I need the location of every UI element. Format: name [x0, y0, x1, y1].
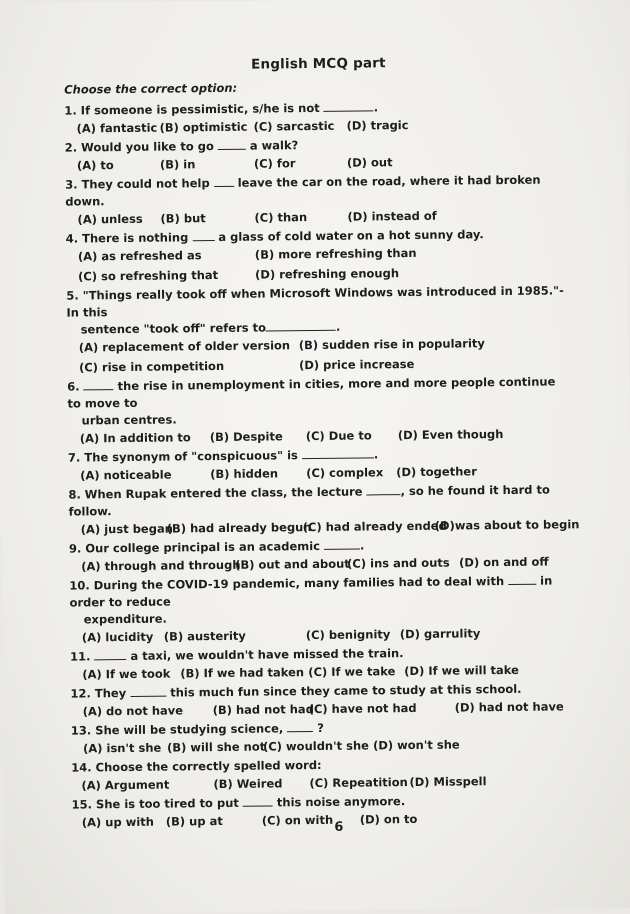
- option-a: (A) replacement of older version: [78, 338, 291, 355]
- question-stem-end: this much fun since they came to study at this school.: [166, 681, 522, 700]
- answer-blank: [324, 538, 360, 550]
- question-stem: 12. They: [70, 685, 131, 701]
- option-d: (D) on and off: [459, 554, 549, 570]
- option-b: (B) hidden: [210, 466, 279, 482]
- question-2: [65, 134, 570, 176]
- option-c: (C) benignity: [305, 627, 391, 643]
- option-b: (B) but: [160, 211, 206, 226]
- option-a: (A) do not have: [82, 703, 184, 719]
- question-stem: 8. When Rupak entered the class, the lecture: [68, 484, 367, 502]
- option-a: (A) In addition to: [79, 430, 191, 446]
- option-a: (A) as refreshed as: [77, 248, 202, 264]
- option-d: (D) out: [346, 155, 393, 170]
- option-c: (C) for: [253, 156, 296, 171]
- option-d: (D) price increase: [298, 356, 415, 373]
- question-8: [68, 481, 580, 540]
- option-c: (C) ins and outs: [347, 555, 450, 571]
- option-a: (A) isn't she: [82, 740, 162, 756]
- option-b: (B) sudden rise in popularity: [298, 336, 485, 353]
- question-stem-end: .: [373, 447, 379, 462]
- option-a: (A) If we took: [82, 666, 171, 682]
- question-7: [68, 444, 573, 486]
- option-d: (D) refreshing enough: [255, 266, 400, 282]
- option-b: (B) had already begun: [166, 520, 312, 536]
- question-stem: 14. Choose the correctly spelled word:: [71, 757, 322, 775]
- option-c: (C) If we take: [308, 664, 396, 680]
- question-stem-end: this noise anymore.: [272, 794, 406, 810]
- option-b: (B) up at: [165, 813, 223, 829]
- option-a: (A) unless: [77, 211, 143, 227]
- answer-blank: [84, 378, 114, 390]
- question-10: [69, 572, 575, 648]
- answer-blank: [218, 138, 246, 150]
- option-b: (B) austerity: [163, 628, 246, 644]
- question-stem-end: a walk?: [245, 138, 299, 153]
- question-stem: 10. During the COVID-19 pandemic, many families had to deal with: [69, 573, 509, 593]
- option-a: (A) fantastic: [76, 120, 158, 136]
- question-stem: 1. If someone is pessimistic, s/he is not: [64, 100, 324, 118]
- question-11: [70, 643, 575, 685]
- option-c: (C) than: [254, 210, 308, 225]
- option-c: (C) rise in competition: [78, 358, 225, 375]
- answer-blank: [266, 319, 336, 332]
- option-c: (C) sarcastic: [253, 118, 335, 134]
- answer-blank: [366, 483, 400, 495]
- question-5: [66, 282, 572, 378]
- option-b: (B) Despite: [209, 429, 283, 445]
- option-a: (A) just began: [80, 521, 173, 537]
- question-stem: 3. They could not help: [65, 176, 214, 192]
- option-b: (B) in: [159, 157, 196, 172]
- question-stem-end: leave the car on the road, where it had broken down.: [65, 172, 541, 209]
- question-stem-end: .: [373, 100, 379, 115]
- question-stem-continued: expenditure.: [83, 611, 167, 627]
- question-9: [69, 535, 574, 577]
- question-stem: 9. Our college principal is an academic: [68, 538, 325, 556]
- option-d: (D) together: [396, 464, 477, 480]
- option-d: (D) tragic: [346, 118, 409, 133]
- option-d: (D) won't she: [372, 737, 460, 753]
- question-stem: 4. There is nothing: [65, 230, 193, 246]
- answer-blank: [302, 446, 374, 459]
- option-a: (A) up with: [81, 814, 154, 830]
- document-title: English MCQ part: [250, 55, 386, 73]
- question-stem: 7. The synonym of "conspicuous" is: [67, 448, 302, 465]
- option-c: (C) so refreshing that: [78, 268, 219, 284]
- answer-blank: [324, 99, 374, 112]
- option-a: (A) Argument: [81, 777, 170, 793]
- option-b: (B) Weired: [213, 776, 283, 792]
- option-b: (B) optimistic: [159, 119, 248, 135]
- answer-blank: [243, 794, 273, 806]
- option-c: (C) wouldn't she: [262, 738, 370, 754]
- question-12: [70, 680, 575, 722]
- question-6: [67, 373, 573, 449]
- instruction-text: Choose the correct option:: [64, 80, 238, 97]
- question-stem-end: .: [359, 538, 365, 553]
- option-d: (D) Even though: [397, 427, 504, 443]
- question-1: [64, 97, 569, 139]
- question-3: [65, 171, 571, 230]
- option-a: (A) noticeable: [80, 467, 172, 483]
- question-stem-end: a taxi, we wouldn't have missed the train.: [126, 646, 404, 663]
- option-b: (B) If we had taken: [180, 665, 305, 681]
- option-a: (A) through and through: [81, 557, 241, 574]
- option-c: (C) had already ended: [302, 518, 447, 535]
- question-stem: 11.: [70, 649, 95, 664]
- option-b: (B) had not had: [212, 702, 314, 718]
- option-d: (D) on to: [359, 811, 418, 827]
- answer-blank: [287, 720, 313, 732]
- option-b: (B) out and about: [235, 556, 350, 572]
- question-stem-end: .: [335, 319, 341, 334]
- question-stem-end: ?: [313, 720, 324, 736]
- answer-blank: [94, 648, 126, 660]
- option-c: (C) on with: [261, 812, 334, 828]
- option-d: (D) If we will take: [404, 662, 519, 679]
- question-stem: 2. Would you like to go: [64, 139, 218, 155]
- option-c: (C) Repeatition: [309, 775, 408, 791]
- question-list: [64, 97, 580, 833]
- option-c: (C) Due to: [305, 428, 372, 444]
- option-c: (C) have not had: [308, 700, 417, 717]
- question-stem-end: in order to reduce: [69, 573, 553, 610]
- page-number: 6: [334, 819, 344, 835]
- option-a: (A) to: [76, 158, 114, 173]
- question-stem: 6.: [67, 379, 84, 394]
- question-stem: 5. "Things really took off when Microsoft Windows was introduced in 1985."- In this: [66, 283, 564, 320]
- question-stem-continued: urban centres.: [81, 412, 177, 428]
- answer-blank: [192, 229, 214, 241]
- question-4: [66, 225, 572, 287]
- question-stem-end: the rise in unemployment in cities, more and more people continue to move to: [67, 374, 556, 411]
- question-stem-end: , so he found it hard to follow.: [68, 482, 550, 519]
- option-d: (D) had not have: [454, 699, 564, 715]
- option-d: (D) Misspell: [409, 774, 487, 790]
- option-d: (D) instead of: [347, 208, 437, 224]
- answer-blank: [130, 685, 166, 697]
- option-a: (A) lucidity: [81, 629, 154, 645]
- option-b: (B) more refreshing than: [254, 245, 417, 262]
- question-14: [71, 754, 576, 796]
- question-stem-end: a glass of cold water on a hot sunny day.: [214, 227, 484, 245]
- option-c: (C) complex: [306, 465, 384, 481]
- question-stem: 13. She will be studying science,: [70, 721, 288, 738]
- option-d: (D)was about to begin: [434, 517, 580, 533]
- question-stem: 15. She is too tired to put: [71, 795, 243, 812]
- option-b: (B) will she not: [166, 739, 266, 755]
- question-stem-continued: sentence "took off" refers to: [80, 320, 267, 337]
- answer-blank: [508, 573, 536, 585]
- option-d: (D) garrulity: [399, 626, 481, 642]
- answer-blank: [214, 175, 234, 187]
- question-13: [71, 717, 576, 759]
